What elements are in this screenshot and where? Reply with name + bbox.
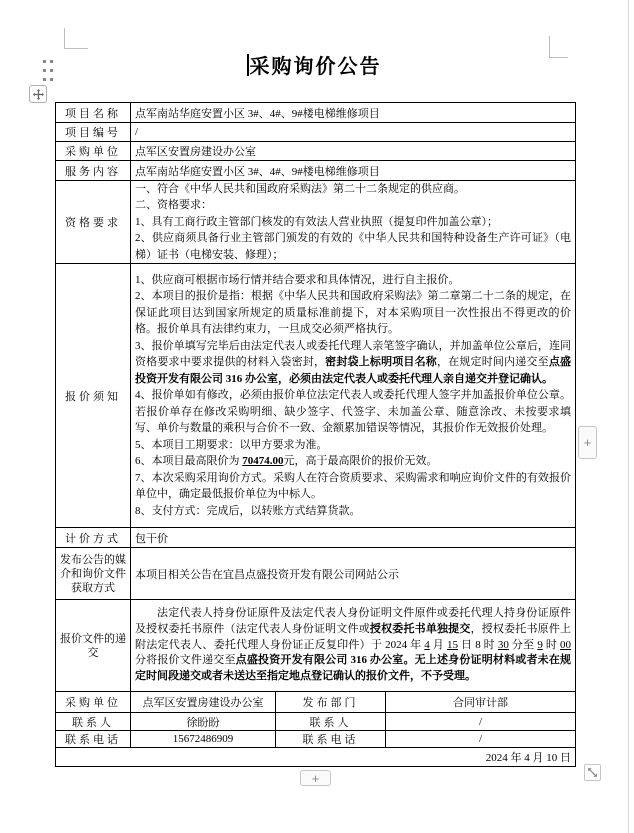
page-title-text: 采购询价公告 [249,56,382,78]
row-label-pricing-method[interactable]: 计价方式 [56,528,131,548]
row-value-submission[interactable] [131,600,576,692]
notice-paragraph: 2、本项目的报价是指：根据《中华人民共和国政府采购法》第二章第二十二条的规定，在保证此项目达到国家所规定的质量标准前提下，对本采购项目一次性报出不得更改的价格。报价单具有法律约束力，一旦成交必须严格执行。 [135,290,572,336]
row-value-quotation-notice[interactable] [131,264,576,528]
submission-paragraph: 法定代表人持身份证原件及法定代表人身份证明文件原件或委托代理人持身份证原件及授权委托书原件（法定代表人身份证明文件或授权委托书单独提交，授权委托书原件上附法定代表人、委托代理人身份证正反复印件）于 2024 年 4 月 15 日 8 时 30 分至 9 时 00 分将报价文件递交至点盛投资开发有限公司 316 办公室。无上述身份证明材料或者未在规定时间段递交或者未送达至指定地点登记确认的报价文件，不予受理。 [135,607,574,683]
notice-paragraph: 6、本项目最高限价为 70474.00元，高于最高限价的报价无效。 [135,455,438,468]
contact-cell[interactable]: 发布部门 [276,692,386,713]
add-row-button[interactable]: + [300,770,331,786]
table-row [56,731,576,748]
page-title[interactable] [247,50,382,79]
contact-cell[interactable]: 合同审计部 [386,692,576,713]
table-row [56,713,576,731]
table-row [56,748,576,767]
qualification-line: 一、符合《中华人民共和国政府采购法》第二十二条规定的供应商。 [135,183,465,195]
contact-cell[interactable]: 联系电话 [56,731,131,748]
document-table [55,102,576,767]
contact-cell[interactable]: 点军区安置房建设办公室 [131,692,276,713]
contact-cell[interactable]: 徐盼盼 [131,713,276,731]
table-row [56,161,576,181]
row-value-service-content[interactable]: 点军南站华庭安置小区 3#、4#、9#楼电梯维修项目 [131,161,576,181]
margin-crop-mark-top-left [64,28,88,49]
row-value-project-number[interactable]: / [131,123,576,142]
table-row [56,264,576,528]
contact-cell[interactable]: 采购单位 [56,692,131,713]
notice-paragraph: 1、供应商可根据市场行情并结合要求和具体情况，进行自主报价。 [135,273,460,286]
document-date[interactable]: 2024 年 4 月 10 日 [56,748,576,767]
table-row [56,600,576,692]
qualification-line: 1、具有工商行政主管部门核发的有效法人营业执照（提复印件加盖公章）； [135,215,498,228]
qualification-line: 2、供应商须具备行业主管部门颁发的有效的《中华人民共和国特种设备生产许可证》（电梯）证书（电梯安装、修理）； [135,232,572,261]
notice-paragraph: 8、支付方式：完成后，以转账方式结算货款。 [135,504,361,517]
diagonal-resize-icon [587,767,598,778]
move-arrows-icon [33,89,44,100]
row-value-project-name[interactable]: 点军南站华庭安置小区 3#、4#、9#楼电梯维修项目 [131,103,576,123]
contact-cell[interactable]: / [386,731,576,748]
notice-paragraph: 5、本项目工期要求：以甲方要求为准。 [135,438,328,451]
row-value-purchaser[interactable]: 点军区安置房建设办公室 [131,142,576,161]
document-title-row [0,50,628,81]
table-row [56,103,576,123]
contact-cell[interactable]: 15672486909 [131,731,276,748]
contact-cell[interactable]: 联系人 [56,713,131,731]
row-value-announcement-media[interactable]: 本项目相关公告在宜昌点盛投资开发有限公司网站公示 [131,548,576,600]
add-column-button[interactable]: + [578,426,597,459]
qualification-line: 二、资格要求： [135,199,212,212]
notice-paragraph: 4、报价单如有修改，必须由报价单位法定代表人或委托代理人签字并加盖报价单位公章。若报价单存在修改采购明细、缺少签字、代签字、未加盖公章、随意涂改、未按要求填写、单价与数量的乘积与合价不一致、金额累加错误等情况，其报价作无效报价处理。 [135,389,572,435]
row-label-project-name[interactable]: 项目名称 [56,103,131,123]
table-row [56,123,576,142]
contact-cell[interactable]: / [386,713,576,731]
table-row [56,528,576,548]
notice-paragraph: 7、本次采购采用询价方式。采购人在符合资质要求、采购需求和响应询价文件的有效报价单位中，确定最低报价单位为中标人。 [135,471,572,501]
row-label-qualification[interactable]: 资格要求 [56,181,131,264]
row-label-project-number[interactable]: 项目编号 [56,123,131,142]
row-value-pricing-method[interactable]: 包干价 [131,528,576,548]
row-label-service-content[interactable]: 服务内容 [56,161,131,181]
row-label-quotation-notice[interactable]: 报价须知 [56,264,131,528]
table-row [56,181,576,264]
row-label-purchaser[interactable]: 采购单位 [56,142,131,161]
table-move-handle[interactable] [29,85,47,103]
text-caret [247,54,249,76]
row-label-announcement-media[interactable]: 发布公告的媒介和询价文件获取方式 [56,548,131,600]
table-row [56,692,576,713]
table-resize-handle[interactable] [584,764,601,781]
notice-paragraph: 3、报价单填写完毕后由法定代表人或委托代理人亲笔签字确认，并加盖单位公章后，连同资格要求中要求提供的材料入袋密封，密封袋上标明项目名称，在规定时间内递交至点盛投资开发有限公司 316 办公室，必须由法定代表人或委托代理人亲自递交并登记确认。 [135,339,572,385]
table-row [56,548,576,600]
row-label-submission[interactable]: 报价文件的递交 [56,600,131,692]
page-edge-line [628,0,629,833]
table-row [56,142,576,161]
row-value-qualification[interactable] [131,181,576,264]
contact-cell[interactable]: 联系电话 [276,731,386,748]
contact-cell[interactable]: 联系人 [276,713,386,731]
